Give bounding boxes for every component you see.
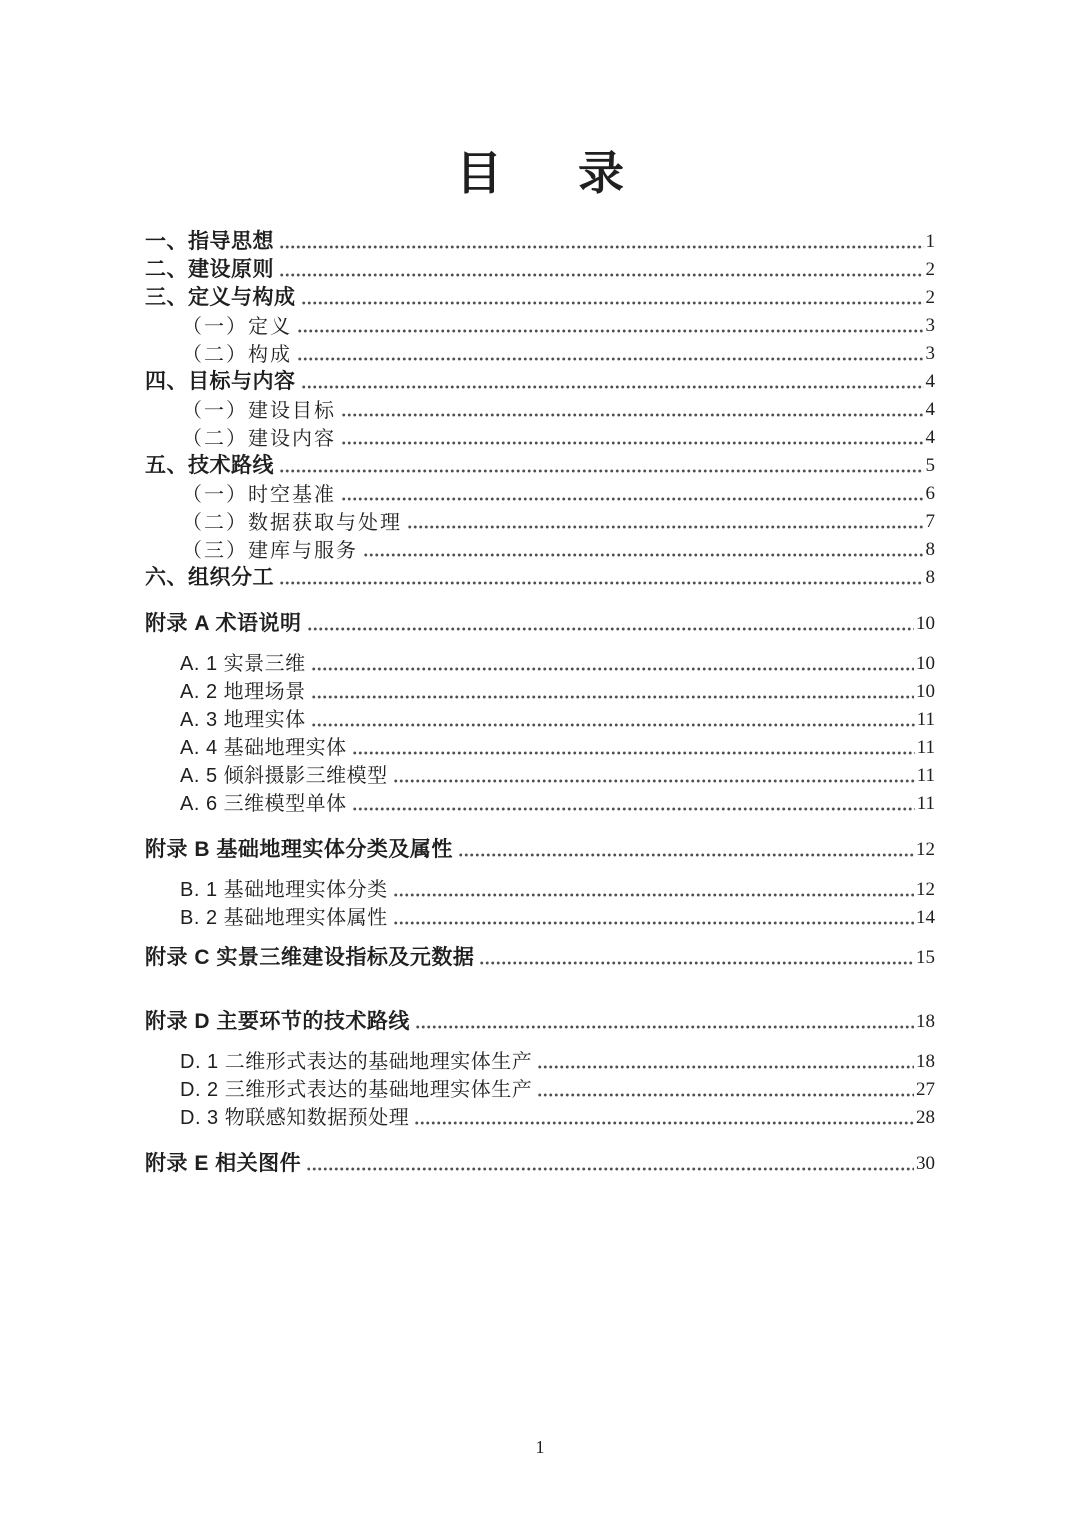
toc-entry-label: 附录 A 术语说明 (145, 611, 302, 635)
toc-entry[interactable] (145, 534, 935, 562)
dot-leader (341, 440, 924, 446)
toc-entry[interactable] (145, 648, 935, 676)
dot-leader (311, 722, 915, 728)
toc-entry[interactable] (145, 1102, 935, 1130)
toc-entry[interactable] (145, 310, 935, 338)
toc-entry-page-number: 4 (925, 371, 935, 393)
toc-entry[interactable] (145, 1006, 935, 1034)
toc-entry[interactable] (145, 254, 935, 282)
toc-entry-label: （二）建设内容 (182, 426, 336, 450)
toc-entry[interactable] (145, 450, 935, 478)
toc-entry[interactable] (145, 226, 935, 254)
toc-entry-page-number: 2 (925, 259, 935, 281)
title-char-second: 录 (578, 147, 624, 199)
dot-leader (352, 750, 915, 756)
toc-entry-page-number: 1 (925, 231, 935, 253)
title-char-first: 目 (456, 147, 502, 199)
dot-leader (393, 778, 915, 784)
dot-leader (341, 412, 924, 418)
toc-entry[interactable] (145, 902, 935, 930)
toc-entry-page-number: 8 (925, 539, 935, 561)
dot-leader (479, 960, 914, 966)
toc-entry-label: A. 3 地理实体 (180, 709, 306, 731)
toc-entry-label: 附录 B 基础地理实体分类及属性 (145, 837, 453, 861)
toc-entry-label: （二）构成 (182, 342, 292, 366)
toc-entry-page-number: 4 (925, 427, 935, 449)
toc-list (145, 226, 935, 1176)
toc-entry[interactable] (145, 338, 935, 366)
toc-entry[interactable] (145, 788, 935, 816)
toc-entry-page-number: 11 (916, 793, 935, 815)
toc-entry-page-number: 4 (925, 399, 935, 421)
toc-entry-label: 附录 D 主要环节的技术路线 (145, 1009, 410, 1033)
toc-entry-label: 一、指导思想 (145, 229, 274, 253)
toc-entry-label: A. 2 地理场景 (180, 681, 306, 703)
toc-entry-label: （一）时空基准 (182, 482, 336, 506)
toc-entry-label: （三）建库与服务 (182, 538, 358, 562)
dot-leader (393, 892, 914, 898)
toc-entry-page-number: 15 (916, 947, 935, 969)
toc-entry[interactable] (145, 704, 935, 732)
dot-leader (311, 694, 914, 700)
toc-entry[interactable] (145, 676, 935, 704)
toc-entry-page-number: 18 (916, 1051, 935, 1073)
dot-leader (363, 552, 924, 558)
toc-entry[interactable] (145, 1148, 935, 1176)
toc-entry[interactable] (145, 562, 935, 590)
toc-entry-label: A. 4 基础地理实体 (180, 737, 347, 759)
dot-leader (407, 524, 924, 530)
dot-leader (341, 496, 924, 502)
dot-leader (311, 666, 914, 672)
toc-entry[interactable] (145, 282, 935, 310)
toc-entry[interactable] (145, 834, 935, 862)
dot-leader (301, 384, 924, 390)
toc-entry-page-number: 10 (916, 613, 935, 635)
toc-entry-label: A. 6 三维模型单体 (180, 793, 347, 815)
toc-entry-label: A. 1 实景三维 (180, 653, 306, 675)
toc-entry[interactable] (145, 942, 935, 970)
toc-entry[interactable] (145, 732, 935, 760)
toc-entry[interactable] (145, 1074, 935, 1102)
page-title (0, 0, 1080, 199)
toc-entry-page-number: 10 (916, 653, 935, 675)
dot-leader (414, 1120, 914, 1126)
toc-entry-label: A. 5 倾斜摄影三维模型 (180, 765, 388, 787)
toc-entry[interactable] (145, 874, 935, 902)
dot-leader (279, 244, 924, 250)
toc-entry-page-number: 2 (925, 287, 935, 309)
toc-entry-page-number: 12 (916, 839, 935, 861)
dot-leader (537, 1064, 914, 1070)
dot-leader (352, 806, 915, 812)
dot-leader (393, 920, 914, 926)
toc-entry-label: 附录 E 相关图件 (145, 1151, 302, 1175)
toc-entry-page-number: 30 (916, 1153, 935, 1175)
toc-entry-label: D. 2 三维形式表达的基础地理实体生产 (180, 1079, 533, 1101)
dot-leader (537, 1092, 914, 1098)
toc-entry-label: 五、技术路线 (145, 453, 274, 477)
dot-leader (306, 1166, 914, 1172)
footer-page-number: 1 (535, 1437, 545, 1457)
toc-entry[interactable] (145, 366, 935, 394)
toc-entry-page-number: 28 (916, 1107, 935, 1129)
toc-entry-page-number: 11 (916, 709, 935, 731)
toc-entry-label: 附录 C 实景三维建设指标及元数据 (145, 945, 475, 969)
toc-entry-label: （一）建设目标 (182, 398, 336, 422)
toc-entry-page-number: 3 (925, 315, 935, 337)
dot-leader (415, 1024, 914, 1030)
toc-entry-label: D. 3 物联感知数据预处理 (180, 1107, 410, 1129)
dot-leader (458, 852, 914, 858)
toc-entry-page-number: 12 (916, 879, 935, 901)
toc-entry-label: 四、目标与内容 (145, 369, 296, 393)
toc-entry-page-number: 27 (916, 1079, 935, 1101)
toc-entry-page-number: 11 (916, 765, 935, 787)
toc-entry-label: D. 1 二维形式表达的基础地理实体生产 (180, 1051, 533, 1073)
toc-entry-label: B. 2 基础地理实体属性 (180, 907, 388, 929)
dot-leader (279, 580, 924, 586)
dot-leader (307, 626, 914, 632)
toc-entry-page-number: 5 (925, 455, 935, 477)
toc-entry[interactable] (145, 478, 935, 506)
toc-entry-label: 六、组织分工 (145, 565, 274, 589)
dot-leader (301, 300, 924, 306)
toc-entry[interactable] (145, 760, 935, 788)
toc-entry-label: 三、定义与构成 (145, 285, 296, 309)
toc-entry-page-number: 3 (925, 343, 935, 365)
toc-entry-label: 二、建设原则 (145, 257, 274, 281)
toc-entry[interactable] (145, 394, 935, 422)
toc-entry[interactable] (145, 608, 935, 636)
toc-entry-page-number: 8 (925, 567, 935, 589)
toc-entry-page-number: 18 (916, 1011, 935, 1033)
toc-entry[interactable] (145, 422, 935, 450)
toc-entry-page-number: 7 (925, 511, 935, 533)
toc-entry[interactable] (145, 1046, 935, 1074)
toc-entry-page-number: 10 (916, 681, 935, 703)
toc-entry-label: （一）定义 (182, 314, 292, 338)
toc-entry[interactable] (145, 506, 935, 534)
toc-entry-page-number: 11 (916, 737, 935, 759)
toc-entry-label: （二）数据获取与处理 (182, 510, 402, 534)
toc-entry-page-number: 6 (925, 483, 935, 505)
dot-leader (297, 356, 924, 362)
dot-leader (297, 328, 924, 334)
dot-leader (279, 468, 924, 474)
dot-leader (279, 272, 924, 278)
toc-entry-label: B. 1 基础地理实体分类 (180, 879, 388, 901)
toc-entry-page-number: 14 (916, 907, 935, 929)
